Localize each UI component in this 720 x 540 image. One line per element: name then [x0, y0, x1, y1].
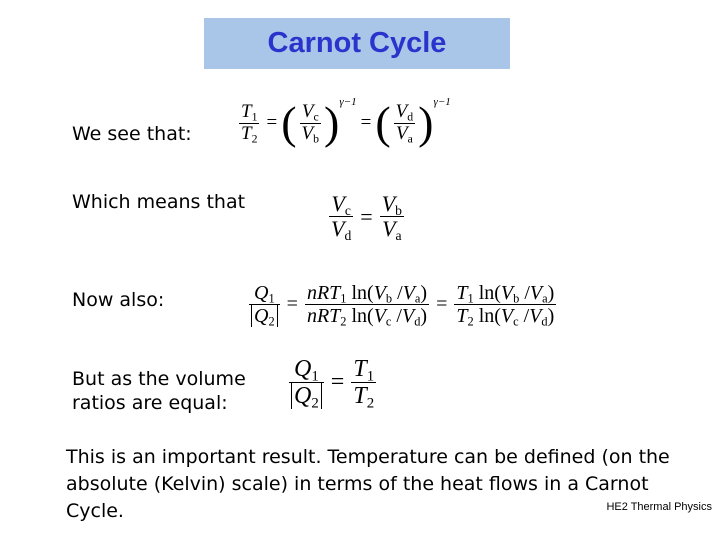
equation-volume-ratios: $\frac{V_c}{V_d}$ = $\frac{V_b}{V_a}$: [331, 191, 402, 244]
equation-heat-temperature-ratio: $\frac{Q_1}{Q_2}$ = $\frac{T_1}{T_2}$: [286, 356, 379, 410]
title-banner: [204, 18, 510, 69]
equation-temperature-volume-ratio: $\frac{T_1}{T_2}$ = ( $\frac{V_c}{V_b}$ ) γ−1 = ( $\frac{V_d}{V_a}$ ) γ−1: [241, 96, 451, 148]
equation-heat-ratio: $\frac{Q_1}{Q_2}$ = $\frac{nRT_1 \ln(V_b /V_a)}{nRT_2 \ln(V_c /V_d)}$ = $\frac{T_1 \ln(V_b /V_a)}{T_2 \ln(V_c /V_d)}$: [246, 282, 559, 327]
label-now-also: Now also:: [72, 289, 165, 311]
label-we-see-that: We see that:: [72, 123, 192, 145]
slide-title: Carnot Cycle: [267, 27, 447, 59]
label-but-as-line2: ratios are equal:: [72, 392, 228, 414]
footer-course-name: HE2 Thermal Physics: [606, 501, 712, 513]
label-but-as-line1: But as the volume: [72, 368, 246, 390]
conclusion-text: This is an important result. Temperature can be defined (on the absolute (Kelvin) scale) in terms of the heat flows in a Carnot Cycle.: [66, 446, 670, 522]
label-which-means-that: Which means that: [72, 191, 246, 213]
